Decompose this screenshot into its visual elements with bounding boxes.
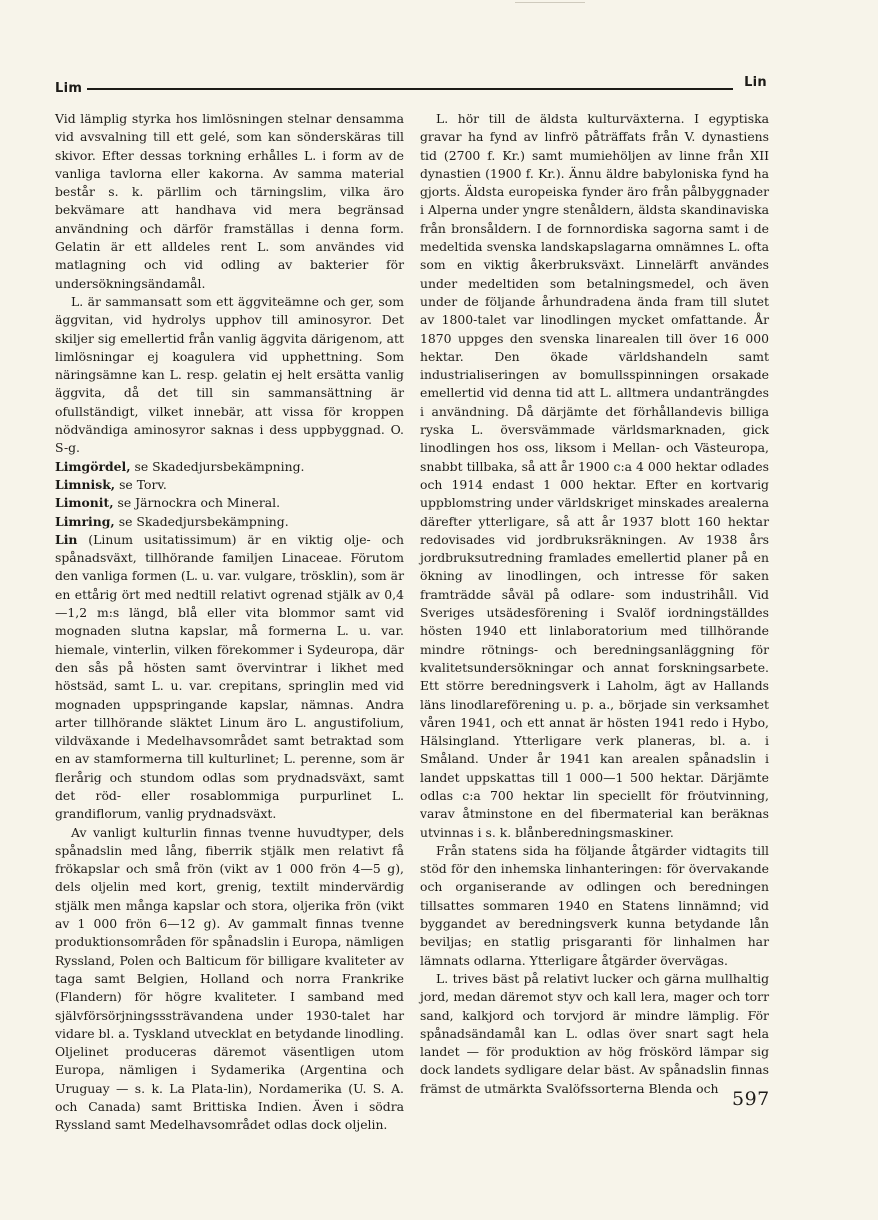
paragraph: Vid lämplig styrka hos limlösningen stelnar densamma vid avsvalning till ett gelé, som kan sönderskäras till skivor. Efter dessas torkning erhålles L. i form av de vanliga tavlorna eller kakorna. Av samma material består s. k. pärllim och tärningslim, vilka äro bekvämare att handhava vid mera begränsad användning och därför framställas i denna form. Gelatin är ett alldeles rent L. som användes vid matlagning och vid odling av bakterier för undersökningsändamål. (55, 111, 404, 291)
entry-limonit (55, 494, 404, 512)
entry-limnisk (55, 476, 404, 494)
entry-term: Limgördel, (55, 458, 131, 474)
page-number: 597 (732, 1088, 770, 1110)
entry-text: se Skadedjursbekämpning. (130, 458, 305, 474)
left-column (55, 110, 404, 1135)
header-keyword-left: Lim (55, 81, 83, 96)
entry-term: Limring, (55, 513, 115, 529)
paragraph: Från statens sida ha följande åtgärder vidtagits till stöd för den inhemska linhanteringen: för övervakande och organiserande av odlingen och beredningen tillsattes sommaren 1940 en Statens linnämnd; vid byggandet av beredningsverk kunna betydande lån beviljas; en statlig prisgaranti för linhalmen har lämnats odlarna. Ytterligare åtgärder övervägas. (420, 842, 769, 968)
entry-term: Limonit, (55, 495, 114, 511)
paragraph: L. trives bäst på relativt lucker och gärna mullhaltig jord, medan däremot styv och kall lera, mager och torr sand, kalkjord och torvjord är mindre lämplig. För spånadsändamål kan L. odlas över snart sagt hela landet — för produktion av hög fröskörd lämpar sig dock landets sydligare delar bäst. Av spånadslin finnas främst de utmärkta Svalöfssorterna Blenda och (420, 970, 769, 1096)
right-column (420, 110, 769, 1098)
header-keyword-right: Lin (744, 75, 767, 90)
entry-term: Lin (55, 531, 78, 547)
running-header (55, 75, 767, 98)
entry-text: (Linum usitatissimum) är en viktig olje- och spånadsväxt, tillhörande familjen Linaceae. Förutom den vanliga formen (L. u. var. vulgare, trösklin), som är en ettårig ört med nedtill relativt ogrenad stjälk av 0,4—1,2 m:s längd, blå eller vita blommor samt vid mognaden slutna kapslar, må formerna L. u. var. hiemale, vinterlin, vilken förekommer i Sydeuropa, där den sås på hösten samt övervintrar i likhet med höstsäd, samt L. u. var. crepitans, springlin med vid mognaden uppspringande kapslar, nämnas. Andra arter tillhörande släktet Linum äro L. angustifolium, vildväxande i Medelhavsområdet samt betraktad som en av stamformerna till kulturlinet; L. perenne, som är flerårig och stundom odlas som prydnadsväxt, samt det röd- eller rosablommiga purpurlinet L. grandiflorum, vanlig prydnadsväxt. (55, 531, 404, 822)
paragraph: L. är sammansatt som ett äggviteämne och ger, som äggvitan, vid hydrolys upphov till aminosyror. Det skiljer sig emellertid från vanlig äggvita därigenom, att limlösningar ej koagulera vid upphettning. Som näringsämne kan L. resp. gelatin ej helt ersätta vanlig äggvita, då det till sin sammansättning är ofullständigt, vilket innebär, att vissa för kroppen nödvändiga aminosyror saknas i dess uppbyggnad. O. S-g. (55, 293, 404, 456)
paragraph: L. hör till de äldsta kulturväxterna. I egyptiska gravar ha fynd av linfrö påträffats från V. dynastiens tid (2700 f. Kr.) samt mumiehöljen av linne från XII dynastien (1900 f. Kr.). Ännu äldre babyloniska fynd ha gjorts. Äldsta europeiska fynder äro från pålbyggnader i Alperna under yngre stenåldern, äldsta skandinaviska från bronsåldern. I de fornnordiska sagorna samt i de medeltida svenska landskapslagarna omnämnes L. ofta som en viktig åkerbruksväxt. Linnelärft användes under medeltiden som betalningsmedel, och även under de följande århundradena ända fram till slutet av 1800-talet var linodlingen mycket omfattande. År 1870 uppges den svenska linarealen till över 16 000 hektar. Den ökade världshandeln samt industrialiseringen av bomullsspinningen orsakade emellertid vid denna tid att L. alltmera undanträngdes i användning. Då därjämte det förhållandevis billiga ryska L. översvämmade världsmarknaden, gick linodlingen hos oss, liksom i Mellan- och Västeuropa, snabbt tillbaka, så att år 1900 c:a 4 000 hektar odlades och 1914 endast 1 000 hektar. Efter en kortvarig uppblomstring under världskriget minskades arealerna därefter ytterligare, så att år 1937 blott 160 hektar redovisades vid jordbruksräkningen. Av 1938 års jordbruksutredning framlades emellertid planer på en ökning av linodlingen, och intresse för saken framträdde såväl på odlare- som industrihåll. Vid Sveriges utsädesförening i Svalöf iordningställdes hösten 1940 ett linlaboratorium med tillhörande mindre rötnings- och beredningsanläggning för kvalitetsundersökningar och annat forskningsarbete. Ett större beredningsverk i Laholm, ägt av Hallands läns linodlareförening u. p. a., började sin verksamhet våren 1941, och ett annat är hösten 1941 redo i Hybo, Hälsingland. Ytterligare verk planeras, bl. a. i Småland. Under år 1941 kan arealen spånadslin i landet uppskattas till 1 000—1 500 hektar. Därjämte odlas c:a 700 hektar lin speciellt för fröutvinning, varav åtminstone en del fibermaterial kan beräknas utvinnas i s. k. blånberedningsmaskiner. (420, 111, 769, 840)
entry-limring (55, 513, 404, 531)
header-rule (87, 88, 733, 90)
entry-text: se Järnockra och Mineral. (113, 495, 281, 511)
paragraph: Av vanligt kulturlin finnas tvenne huvudtyper, dels spånadslin med lång, fiberrik stjälk men relativt få frökapslar och små frön (vikt av 1 000 frön 4—5 g), dels oljelin med kort, grenig, textilt mindervärdig stjälk men många kapslar och stora, oljerika frön (vikt av 1 000 frön 6—12 g). Av gammalt finnas tvenne produktionsområden för spånadslin i Europa, nämligen Ryssland, Polen och Balticum för billigare kvaliteter av taga samt Belgien, Holland och norra Frankrike (Flandern) för högre kvaliteter. I samband med självförsörjningsssträvandena under 1930-talet har vidare bl. a. Tyskland utvecklat en betydande linodling. Oljelinet produceras däremot väsentligen utom Europa, nämligen i Sydamerika (Argentina och Uruguay — s. k. La Plata-lin), Nordamerika (U. S. A. och Canada) samt Brittiska Indien. Även i södra Ryssland samt Medelhavsområdet odlas dock oljelin. (55, 824, 404, 1133)
entry-text: se Torv. (115, 476, 167, 492)
top-edge-mark (515, 2, 585, 3)
entry-text: se Skadedjursbekämpning. (114, 513, 289, 529)
entry-term: Limnisk, (55, 476, 116, 492)
entry-lin (55, 531, 404, 824)
entry-limgordel (55, 458, 404, 476)
